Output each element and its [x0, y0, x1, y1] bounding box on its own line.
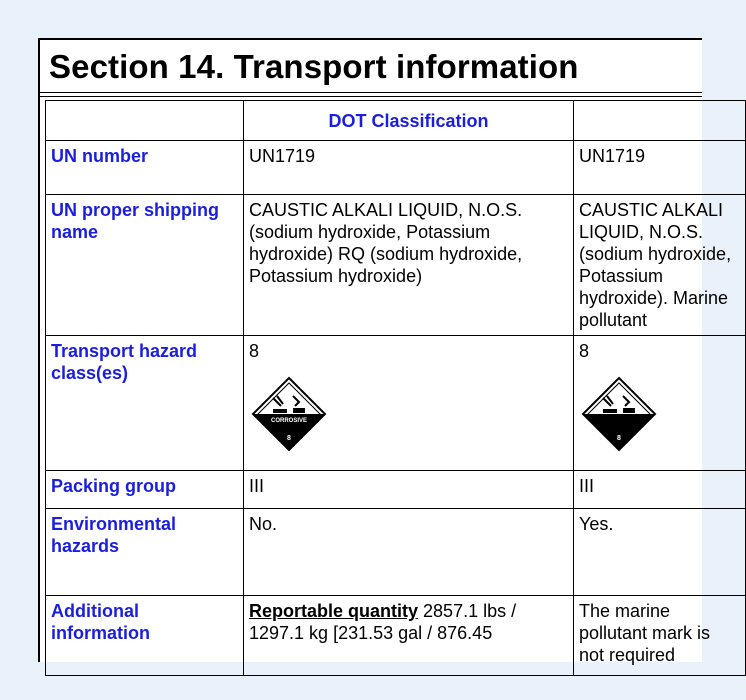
row-label-hazard-class: Transport hazard class(es)	[46, 336, 244, 471]
dot-environmental: No.	[244, 509, 574, 596]
row-label-shipping-name: UN proper shipping name	[46, 195, 244, 336]
table-row	[46, 195, 746, 336]
corrosive-pictogram	[251, 376, 327, 452]
table-row	[46, 336, 746, 471]
pictogram-label: CORROSIVE	[270, 418, 308, 424]
row-label-additional: Additional information	[46, 596, 244, 676]
header-other-cell	[574, 101, 746, 141]
header-dot-classification: DOT Classification	[244, 101, 574, 141]
other-hazard-class-cell	[574, 336, 746, 471]
other-un-number: UN1719	[574, 141, 746, 195]
transport-table	[45, 100, 746, 676]
dot-un-number: UN1719	[244, 141, 574, 195]
section-title: Section 14. Transport information	[49, 48, 579, 85]
table-header-row	[46, 101, 746, 141]
table-row	[46, 509, 746, 596]
row-label-packing-group: Packing group	[46, 471, 244, 509]
table-row	[46, 471, 746, 509]
corrosive-diamond-icon	[581, 376, 657, 452]
dot-hazard-class: 8	[249, 341, 260, 361]
section-header	[40, 40, 702, 93]
other-environmental: Yes.	[574, 509, 746, 596]
table-row	[46, 596, 746, 676]
pictogram-number: 8	[287, 435, 291, 442]
other-shipping-name: CAUSTIC ALKALI LIQUID, N.O.S. (sodium hydroxide, Potassium hydroxide). Marine pollutant	[574, 195, 746, 336]
row-label-un-number: UN number	[46, 141, 244, 195]
reportable-quantity-label: Reportable quantity	[249, 601, 419, 621]
other-packing-group: III	[574, 471, 746, 509]
dot-hazard-class-cell	[244, 336, 574, 471]
reportable-quantity-value: 2857.1 lbs / 1297.1 kg [231.53 gal / 876.45	[249, 601, 517, 643]
other-hazard-class: 8	[579, 341, 590, 361]
table-row	[46, 141, 746, 195]
header-empty-cell	[46, 101, 244, 141]
sds-sheet	[38, 38, 732, 665]
header-divider	[40, 96, 702, 97]
pictogram-number: 8	[617, 435, 621, 442]
dot-additional-cell	[244, 596, 574, 676]
other-additional: The marine pollutant mark is not required	[574, 596, 746, 676]
corrosive-pictogram	[581, 376, 657, 452]
dot-packing-group: III	[244, 471, 574, 509]
dot-shipping-name: CAUSTIC ALKALI LIQUID, N.O.S. (sodium hydroxide, Potassium hydroxide) RQ (sodium hydroxide, Potassium hydroxide)	[244, 195, 574, 336]
corrosive-diamond-icon	[251, 376, 327, 452]
row-label-environmental: Environmental hazards	[46, 509, 244, 596]
